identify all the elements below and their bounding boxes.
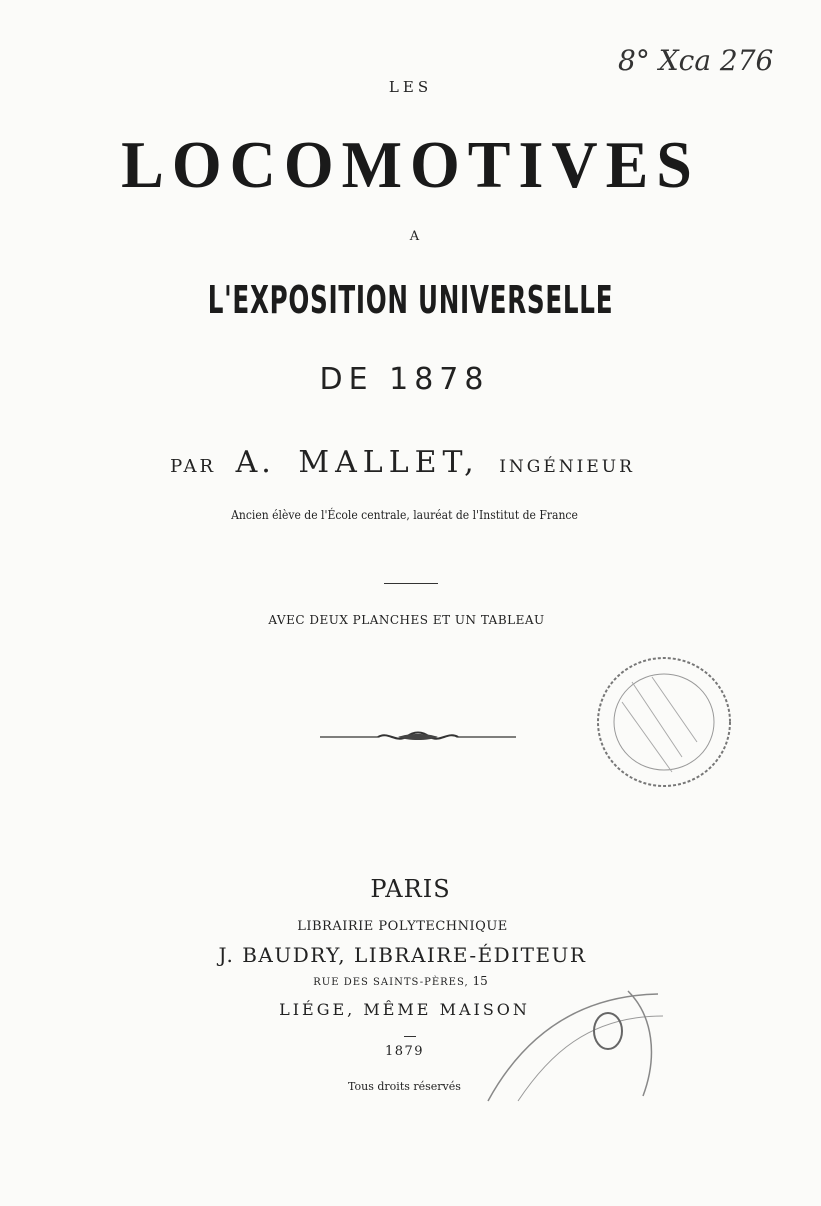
imprint-library: LIBRAIRIE POLYTECHNIQUE <box>297 919 508 934</box>
author-line <box>0 445 813 480</box>
author-name: MALLET, <box>298 445 480 480</box>
imprint-dash <box>404 1036 416 1037</box>
author-credentials: Ancien élève de l'École centrale, lauréat de l'Institut de France <box>231 508 578 522</box>
library-stamp-upper <box>592 652 742 796</box>
imprint-street-number: 15 <box>472 974 488 988</box>
title-year: DE 1878 <box>319 362 490 397</box>
imprint-year: 1879 <box>384 1044 425 1059</box>
divider-rule <box>384 583 438 584</box>
title-les: LES <box>388 78 433 96</box>
imprint-address <box>0 974 811 988</box>
author-par: PAR <box>170 456 217 477</box>
imprint-rights: Tous droits réservés <box>348 1080 461 1093</box>
page-title: LOCOMOTIVES <box>121 127 700 202</box>
ornament-divider <box>318 727 518 747</box>
author-initial: A. <box>235 445 275 480</box>
imprint-city: PARIS <box>370 875 451 903</box>
author-role: INGÉNIEUR <box>499 457 635 477</box>
imprint-publisher: J. BAUDRY, LIBRAIRE-ÉDITEUR <box>218 943 587 967</box>
title-a: A <box>409 229 420 244</box>
shelfmark-handwritten: 8° Xca 276 <box>618 44 774 77</box>
title-exposition: L'EXPOSITION UNIVERSELLE <box>207 278 614 322</box>
imprint-street: RUE DES SAINTS-PÈRES, <box>313 977 469 988</box>
imprint-branch: LIÉGE, MÊME MAISON <box>279 1000 530 1019</box>
extras-note: AVEC DEUX PLANCHES ET UN TABLEAU <box>268 613 545 627</box>
